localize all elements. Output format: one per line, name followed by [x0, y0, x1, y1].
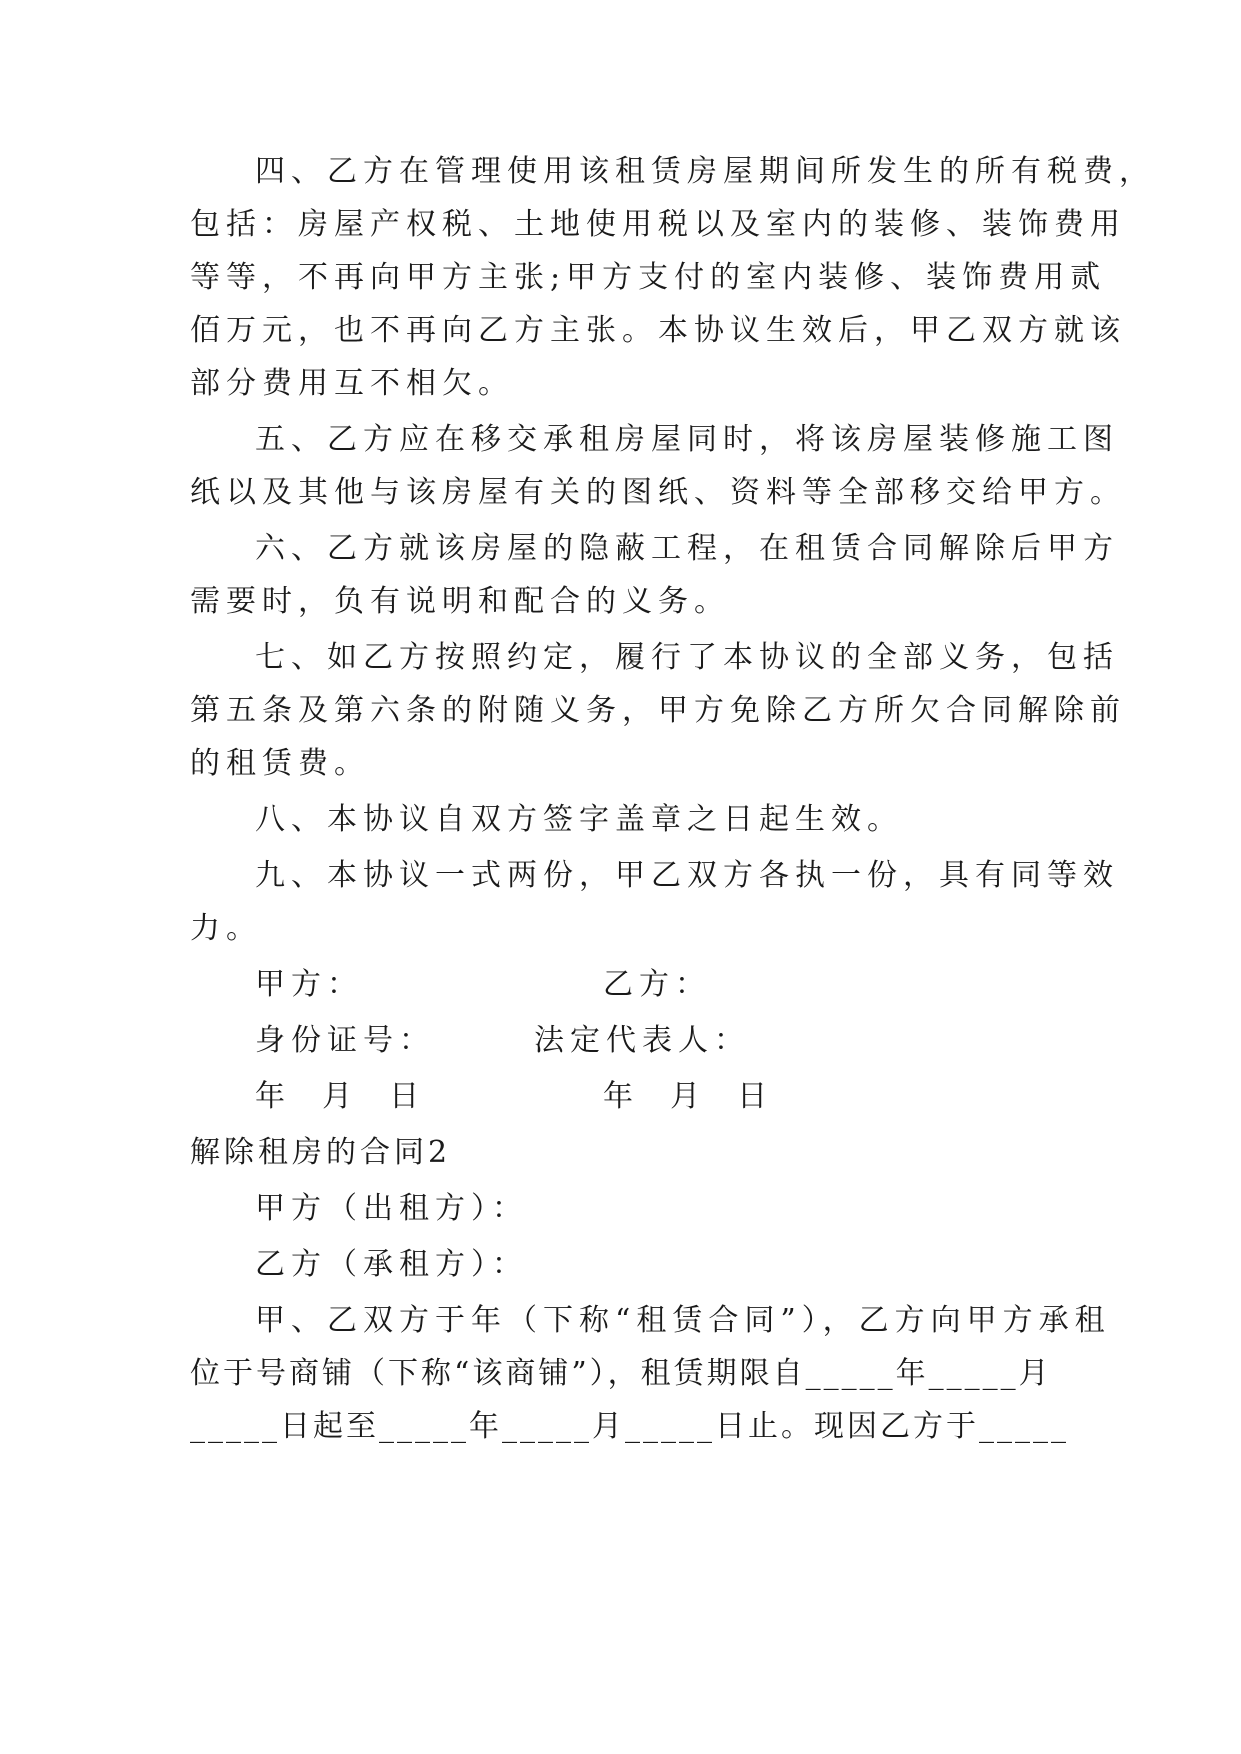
date-a-label: 年 月 日 [255, 1079, 426, 1114]
section-2-lessee: 乙方（承租方）： [255, 1247, 528, 1282]
date-b-label: 年 月 日 [603, 1079, 774, 1114]
clause-4-line-2: 包括：房屋产权税、土地使用税以及室内的装修、装饰费用 [190, 207, 1126, 242]
section-2-para-line-1: 甲、乙双方于年（下称“租赁合同”），乙方向甲方承租 [255, 1303, 1111, 1338]
clause-5-line-2: 纸以及其他与该房屋有关的图纸、资料等全部移交给甲方。 [190, 475, 1126, 510]
clause-4-line-3: 等等，不再向甲方主张;甲方支付的室内装修、装饰费用贰 [190, 260, 1107, 295]
clause-5-line-1: 五、乙方应在移交承租房屋同时，将该房屋装修施工图 [255, 422, 1119, 457]
clause-7-line-1: 七、如乙方按照约定，履行了本协议的全部义务，包括 [255, 640, 1119, 675]
clause-4-line-1: 四、乙方在管理使用该租赁房屋期间所发生的所有税费， [255, 154, 1155, 189]
party-b-label: 乙方： [603, 967, 711, 1002]
clause-4-line-4: 佰万元，也不再向乙方主张。本协议生效后，甲乙双方就该 [190, 313, 1126, 348]
legal-representative-label: 法定代表人： [534, 1023, 750, 1058]
clause-7-line-3: 的租赁费。 [190, 746, 370, 781]
section-2-lessor: 甲方（出租方）： [255, 1191, 528, 1226]
clause-8-line-1: 八、本协议自双方签字盖章之日起生效。 [255, 802, 903, 837]
clause-6-line-2: 需要时，负有说明和配合的义务。 [190, 584, 730, 619]
clause-7-line-2: 第五条及第六条的附随义务，甲方免除乙方所欠合同解除前 [190, 693, 1126, 728]
id-number-label: 身份证号： [255, 1023, 435, 1058]
section-2-para-line-3: _____日起至_____年_____月_____日止。现因乙方于_____ [190, 1409, 1069, 1444]
section-2-para-line-2: 位于号商铺（下称“该商铺”），租赁期限自_____年_____月 [190, 1356, 1052, 1391]
section-2-title: 解除租房的合同2 [190, 1135, 452, 1170]
clause-4-line-5: 部分费用互不相欠。 [190, 366, 514, 401]
clause-9-line-2: 力。 [190, 911, 262, 946]
party-a-label: 甲方： [255, 967, 363, 1002]
clause-9-line-1: 九、本协议一式两份，甲乙双方各执一份，具有同等效 [255, 858, 1119, 893]
clause-6-line-1: 六、乙方就该房屋的隐蔽工程，在租赁合同解除后甲方 [255, 531, 1119, 566]
